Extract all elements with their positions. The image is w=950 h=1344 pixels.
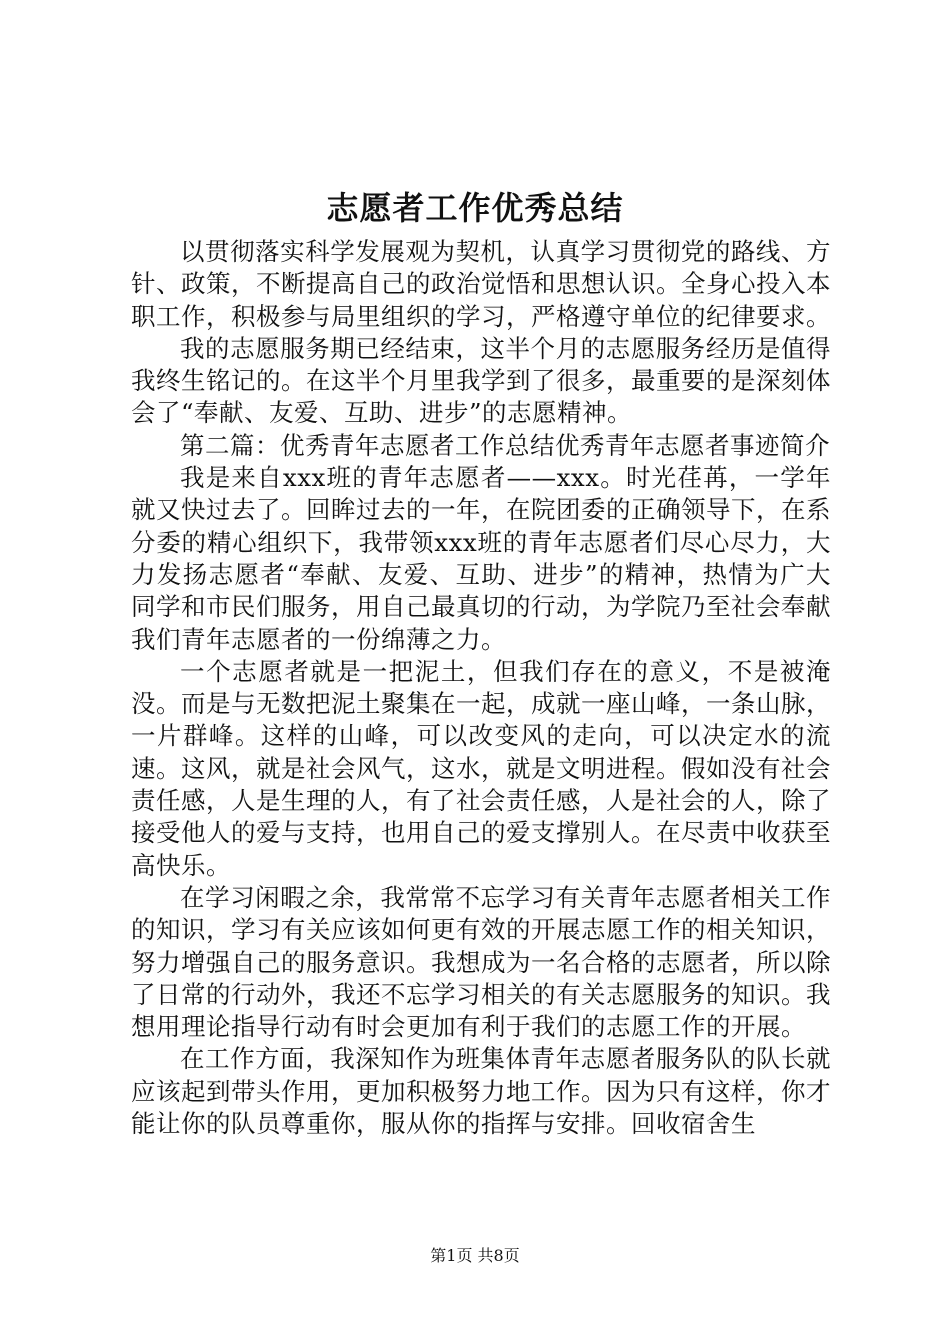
paragraph-3-section-heading: 第二篇：优秀青年志愿者工作总结优秀青年志愿者事迹简介 <box>180 430 830 460</box>
paragraph-2: 我的志愿服务期已经结束，这半个月的志愿服务经历是值得我终生铭记的。在这半个月里我学到了很多，最重要的是深刻体会了“奉献、友爱、互助、进步”的志愿精神。 <box>131 333 831 428</box>
paragraph-1: 以贯彻落实科学发展观为契机，认真学习贯彻党的路线、方针、政策，不断提高自己的政治觉悟和思想认识。全身心投入本职工作，积极参与局里组织的学习，严格遵守单位的纪律要求。 <box>131 237 831 331</box>
document-body <box>131 236 831 1140</box>
document-title: 志愿者工作优秀总结 <box>326 189 624 227</box>
paragraph-6: 在学习闲暇之余，我常常不忘学习有关青年志愿者相关工作的知识，学习有关应该如何更有效的开展志愿工作的相关知识，努力增强自己的服务意识。我想成为一名合格的志愿者，所以除了日常的行动外，我还不忘学习相关的有关志愿服务的知识。我想用理论指导行动有时会更加有利于我们的志愿工作的开展。 <box>131 882 831 1042</box>
page-number-footer: 第1页 共8页 <box>430 1246 520 1265</box>
paragraph-4: 我是来自xxx班的青年志愿者——xxx。时光荏苒，一学年就又快过去了。回眸过去的一年，在院团委的正确领导下，在系分委的精心组织下，我带领xxx班的青年志愿者们尽心尽力，大力发扬志愿者“奉献、友爱、互助、进步”的精神，热情为广大同学和市民们服务，用自己最真切的行动，为学院乃至社会奉献我们青年志愿者的一份绵薄之力。 <box>131 463 831 654</box>
paragraph-5: 一个志愿者就是一把泥土，但我们存在的意义，不是被淹没。而是与无数把泥土聚集在一起，成就一座山峰，一条山脉，一片群峰。这样的山峰，可以改变风的走向，可以决定水的流速。这风，就是社会风气，这水，就是文明进程。假如没有社会责任感，人是生理的人，有了社会责任感，人是社会的人，除了接受他人的爱与支持，也用自己的爱支撑别人。在尽责中收获至高快乐。 <box>131 656 831 880</box>
paragraph-7: 在工作方面，我深知作为班集体青年志愿者服务队的队长就应该起到带头作用，更加积极努力地工作。因为只有这样，你才能让你的队员尊重你，服从你的指挥与安排。回收宿舍生 <box>131 1044 831 1139</box>
